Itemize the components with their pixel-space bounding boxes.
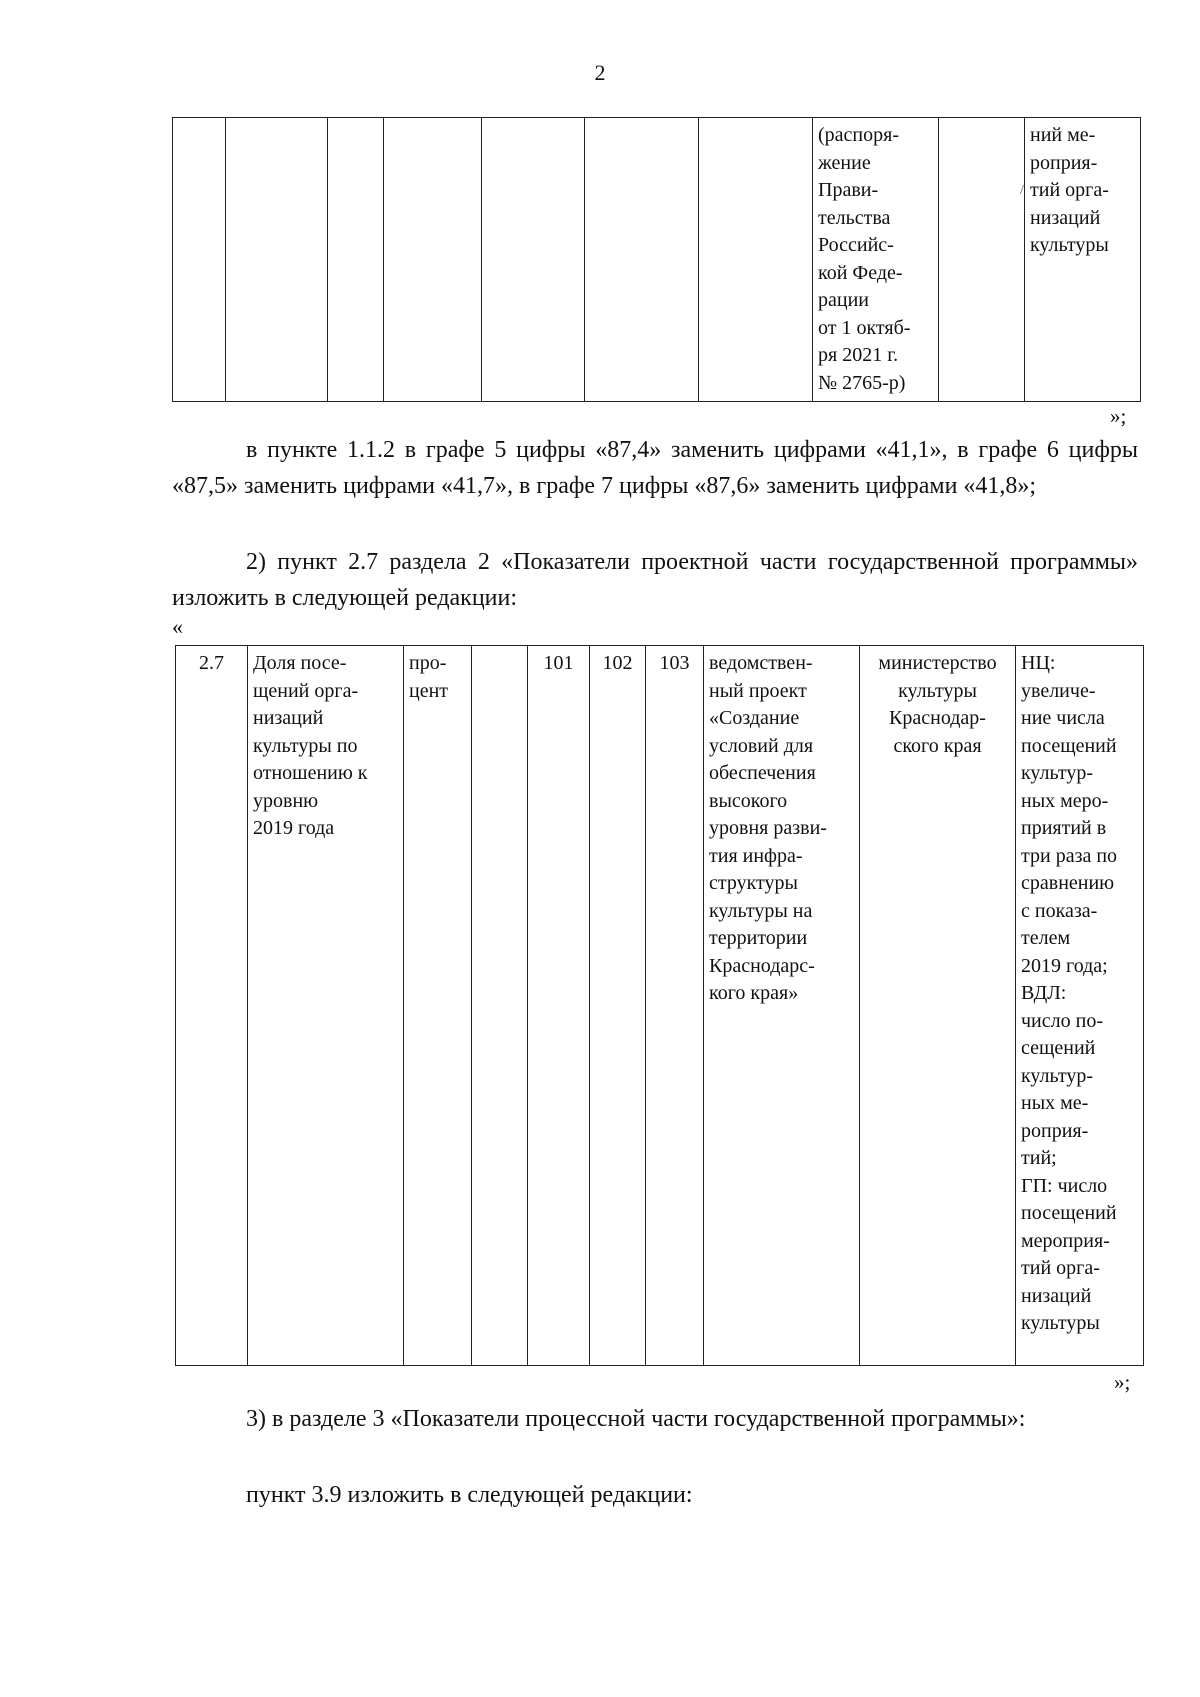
paragraph-item-2: 2) пункт 2.7 раздела 2 «Показатели проектной части государственной программы» изложить в следующей редакции: <box>172 549 1138 611</box>
table-cell <box>939 118 1025 402</box>
table-cell <box>699 118 813 402</box>
table-cell <box>173 118 226 402</box>
paragraph-item-3: 3) в разделе 3 «Показатели процессной части государственной программы»: <box>246 1406 1026 1432</box>
table-cell <box>585 118 699 402</box>
table1-closing-mark: »; <box>1110 404 1127 428</box>
table-cell <box>482 118 585 402</box>
table2-closing-mark: »; <box>1114 1370 1131 1394</box>
table-row <box>176 646 1144 1366</box>
table-cell <box>384 118 482 402</box>
table-continuation <box>172 117 1141 402</box>
table-cell-responsible: министерство культуры Краснодар- ского края <box>860 646 1016 1366</box>
table-cell-source-document: (распоря- жение Прави- тельства Российс- кой Феде- рации от 1 октяб- ря 2021 г. № 2765-р) <box>813 118 939 402</box>
indicator-table <box>175 645 1144 1366</box>
table-cell-indicator-description: НЦ: увеличе- ние числа посещений культур- ных меро- приятий в три раза по сравнению с показа- телем 2019 года; ВДЛ: число по- сещений культур- ных ме- роприя- тий; ГП: число посещений мероприя- тий орга- низаций культуры <box>1016 646 1144 1366</box>
table-cell-indicator-description: ний ме- роприя- тий орга- низаций культуры <box>1025 118 1141 402</box>
table-cell <box>328 118 384 402</box>
scan-mark: / <box>1020 183 1024 198</box>
paragraph-amendment-1-1-2: в пункте 1.1.2 в графе 5 цифры «87,4» заменить цифрами «41,1», в графе 6 цифры «87,5» заменить цифрами «41,7», в графе 7 цифры «87,6» заменить цифрами «41,8»; <box>172 437 1138 499</box>
table-cell-unit: про- цент <box>404 646 472 1366</box>
table-cell-value: 102 <box>590 646 646 1366</box>
table-cell-value: 103 <box>646 646 704 1366</box>
table-row <box>173 118 1141 402</box>
paragraph-item-3-9: пункт 3.9 изложить в следующей редакции: <box>246 1482 693 1508</box>
table-cell-indicator-name: Доля посе- щений орга- низаций культуры по отношению к уровню 2019 года <box>248 646 404 1366</box>
table-cell-value: 101 <box>528 646 590 1366</box>
open-quote: « <box>172 614 183 639</box>
table-cell-number: 2.7 <box>176 646 248 1366</box>
page-number: 2 <box>594 60 606 85</box>
table-cell-project: ведомствен- ный проект «Создание условий для обеспечения высокого уровня разви- тия инфра- структуры культуры на территории Краснодарс- кого края» <box>704 646 860 1366</box>
table-cell <box>226 118 328 402</box>
table-cell <box>472 646 528 1366</box>
